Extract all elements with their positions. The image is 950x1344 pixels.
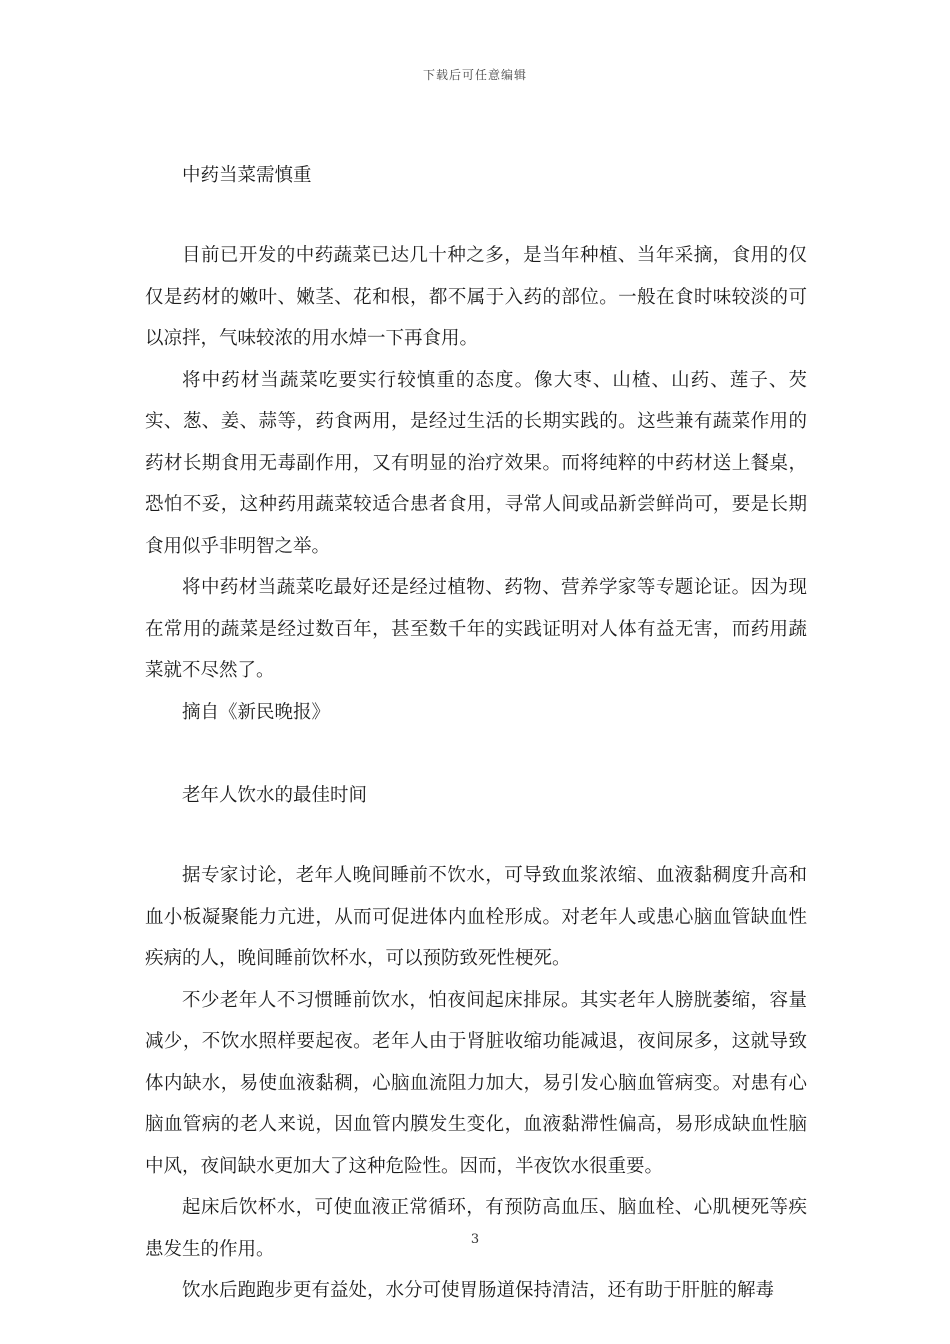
spacer xyxy=(145,733,807,775)
page-number: 3 xyxy=(470,1232,480,1247)
paragraph: 目前已开发的中药蔬菜已达几十种之多，是当年种植、当年采摘，食用的仅仅是药材的嫩叶、嫩茎、花和根，都不属于入药的部位。一般在食时味较淡的可以凉拌，气味较浓的用水焯一下再食用。 xyxy=(145,245,807,349)
paragraph: 据专家讨论，老年人晚间睡前不饮水，可导致血浆浓缩、血液黏稠度升高和血小板凝聚能力亢进，从而可促进体内血栓形成。对老年人或患心脑血管缺血性疾病的人，晚间睡前饮杯水，可以预防致死性梗死。 xyxy=(145,865,807,969)
article-source: 摘自《新民晚报》 xyxy=(182,701,331,723)
paragraph: 将中药材当蔬菜吃要实行较慎重的态度。像大枣、山楂、山药、莲子、芡实、葱、姜、蒜等，药食两用，是经过生活的长期实践的。这些兼有蔬菜作用的药材长期食用无毒副作用，又有明显的治疗效果。而将纯粹的中药材送上餐桌，恐怕不妥，这种药用蔬菜较适合患者食用，寻常人间或品新尝鲜尚可，要是长期食用似乎非明智之举。 xyxy=(145,369,807,557)
spacer xyxy=(145,816,807,855)
page-header: 下载后可任意编辑 xyxy=(422,68,527,82)
paragraph: 将中药材当蔬菜吃最好还是经过植物、药物、营养学家等专题论证。因为现在常用的蔬菜是经过数百年，甚至数千年的实践证明对人体有益无害，而药用蔬菜就不尽然了。 xyxy=(145,577,807,681)
paragraph: 饮水后跑跑步更有益处，水分可使胃肠道保持清洁，还有助于肝脏的解毒 xyxy=(182,1280,775,1301)
article-title: 老年人饮水的最佳时间 xyxy=(182,785,368,806)
article-title: 中药当菜需慎重 xyxy=(182,165,312,186)
paragraph: 起床后饮杯水，可使血液正常循环，有预防高血压、脑血栓、心肌梗死等疾患发生的作用。 xyxy=(145,1197,807,1260)
spacer xyxy=(145,196,807,235)
paragraph: 不少老年人不习惯睡前饮水，怕夜间起床排尿。其实老年人膀胱萎缩，容量减少，不饮水照样要起夜。老年人由于肾脏收缩功能减退，夜间尿多，这就导致体内缺水，易使血液黏稠，心脑血流阻力加大，易引发心脑血管病变。对患有心脑血管病的老人来说，因血管内膜发生变化，血液黏滞性偏高，易形成缺血性脑中风，夜间缺水更加大了这种危险性。因而，半夜饮水很重要。 xyxy=(145,989,807,1177)
document-body xyxy=(145,155,807,1312)
